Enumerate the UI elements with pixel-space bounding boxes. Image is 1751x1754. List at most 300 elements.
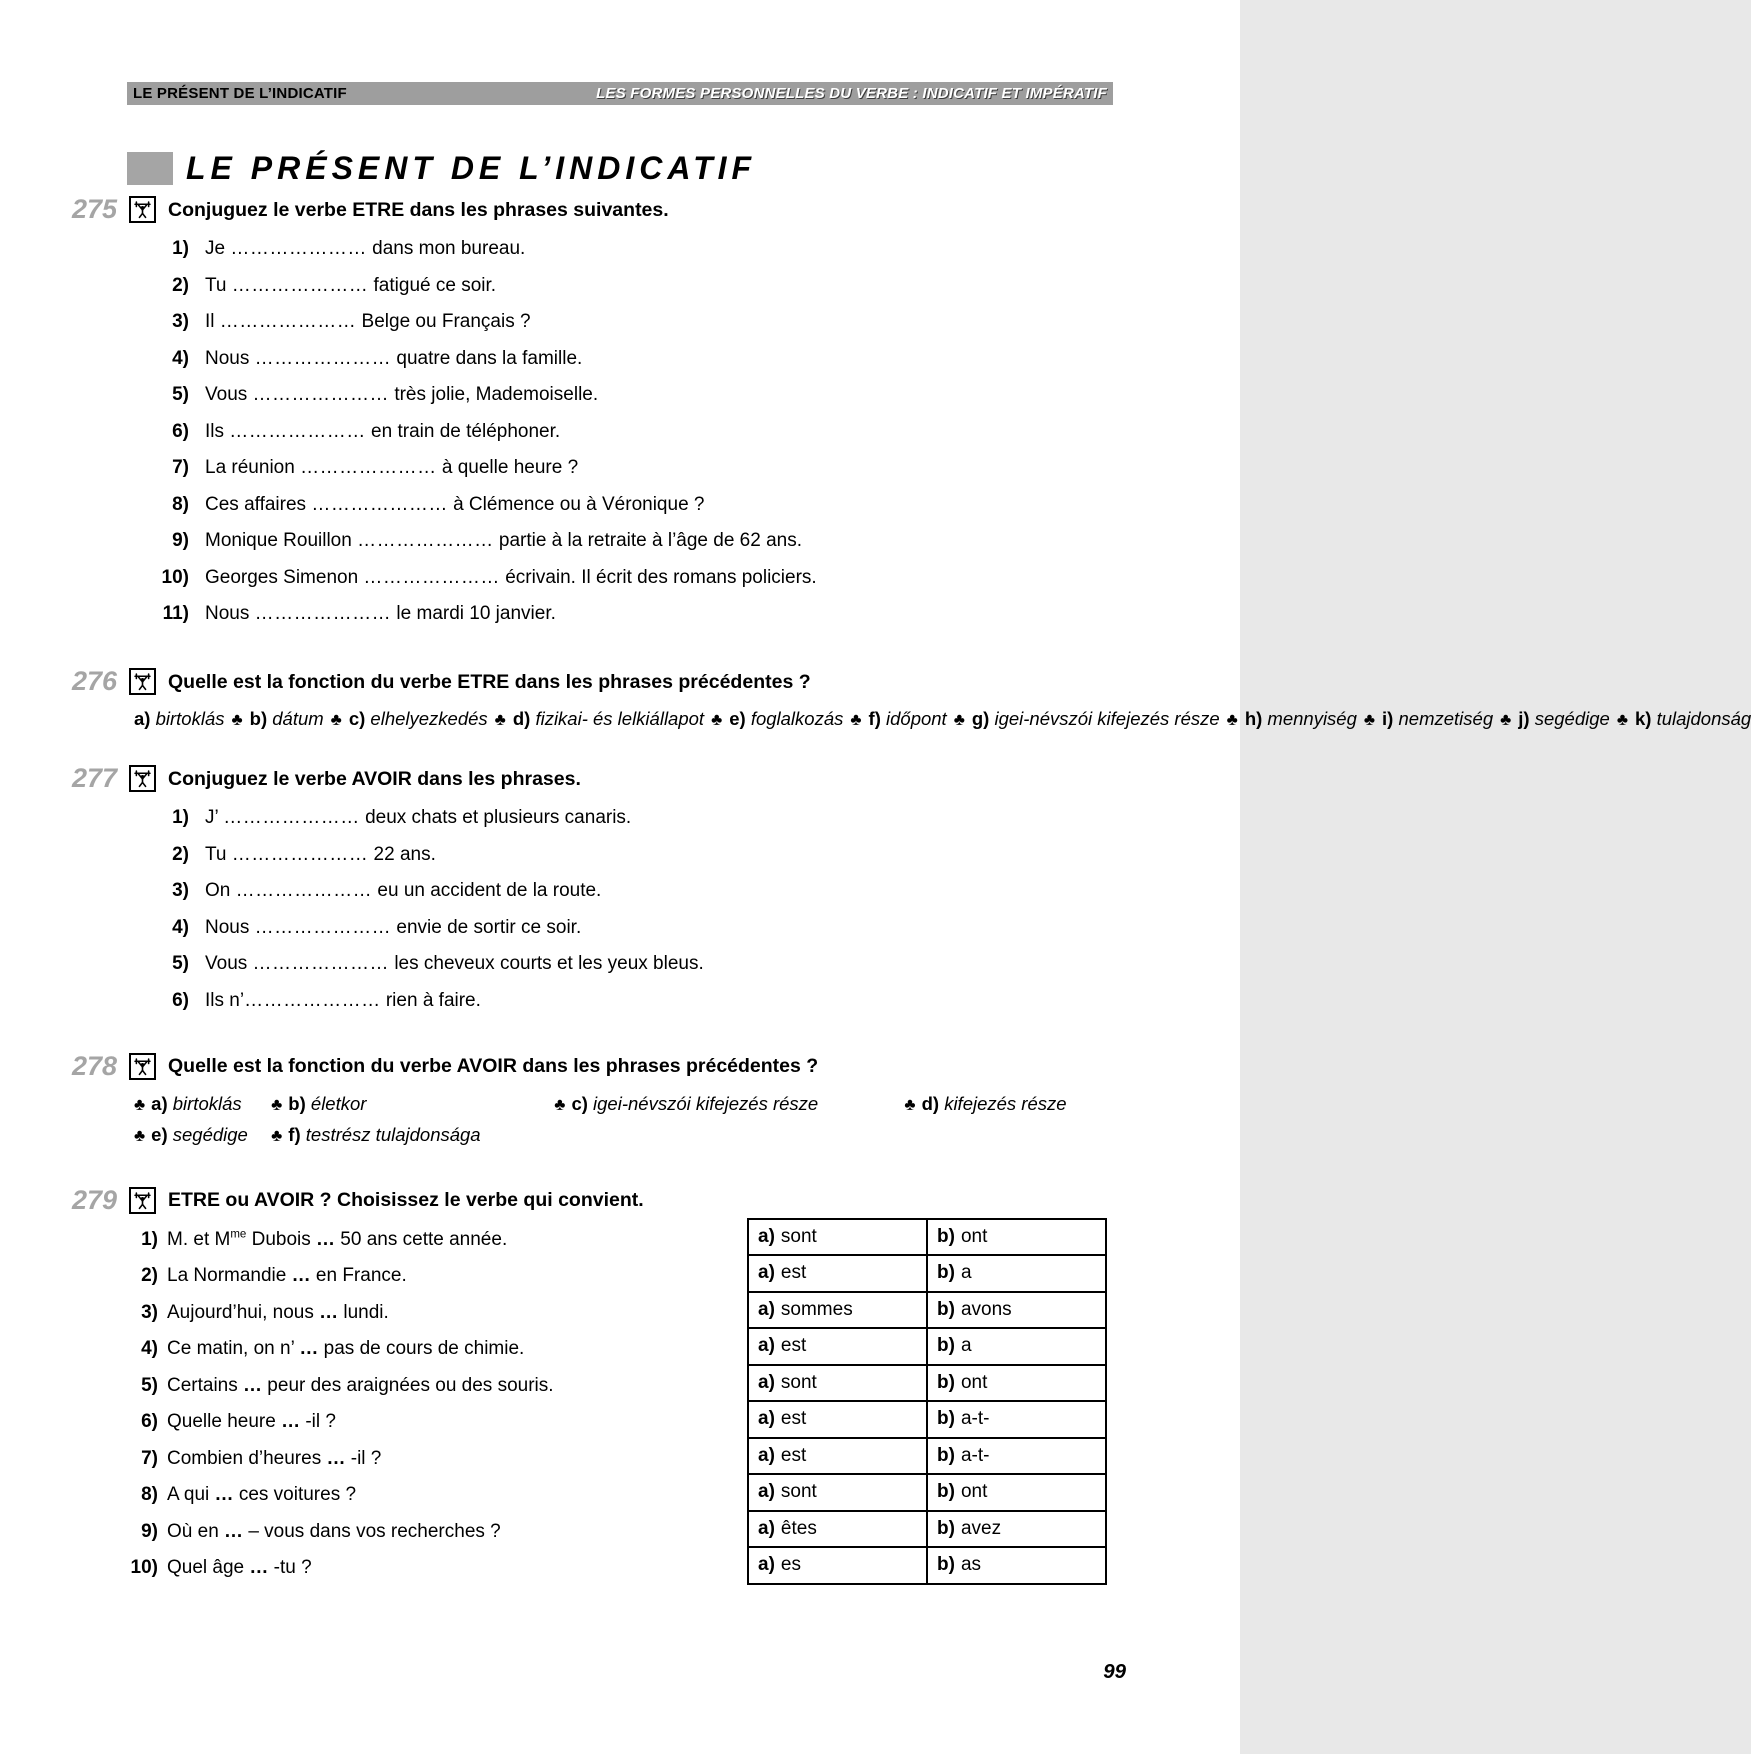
list-item bbox=[155, 495, 1113, 515]
exercise-number: 276 bbox=[71, 666, 117, 696]
choice-value: ont bbox=[960, 1371, 988, 1393]
table-row bbox=[748, 1292, 1106, 1329]
text-segment: Ils bbox=[205, 420, 230, 442]
item-text bbox=[167, 1266, 747, 1286]
list-item bbox=[155, 276, 1113, 296]
choice-letter: a) bbox=[758, 1298, 775, 1320]
superscript-text: me bbox=[230, 1228, 247, 1241]
club-icon: ♣ bbox=[850, 710, 862, 729]
option-letter: e) bbox=[151, 1123, 168, 1145]
exercise-275 bbox=[71, 194, 1113, 624]
list-item bbox=[155, 881, 1113, 901]
choice-value: a bbox=[960, 1335, 972, 1357]
choice-value: sommes bbox=[780, 1298, 853, 1320]
choice-cell-a bbox=[748, 1328, 927, 1365]
club-icon: ♣ bbox=[711, 710, 723, 729]
choice-letter: b) bbox=[937, 1554, 955, 1576]
item-number: 4) bbox=[172, 916, 189, 938]
choice-letter: b) bbox=[937, 1335, 955, 1357]
table-row bbox=[748, 1365, 1106, 1402]
table-row bbox=[748, 1547, 1106, 1584]
text-segment: Nous bbox=[205, 347, 255, 369]
exercise-body bbox=[127, 1214, 1113, 1595]
option-letter: e) bbox=[729, 708, 746, 729]
item-text bbox=[205, 881, 1113, 901]
item-number: 4) bbox=[141, 1338, 158, 1359]
blank-dots: ………………… bbox=[252, 953, 390, 974]
club-icon: ♣ bbox=[1616, 710, 1628, 729]
text-segment: dans mon bureau. bbox=[366, 238, 526, 259]
club-icon: ♣ bbox=[1363, 710, 1376, 729]
bold-ellipsis: … bbox=[319, 1301, 339, 1323]
text-segment: La réunion bbox=[205, 457, 301, 478]
list-item bbox=[155, 918, 1113, 938]
page-number: 99 bbox=[1103, 1660, 1126, 1683]
text-segment: à Clémence ou à Véronique ? bbox=[447, 493, 705, 515]
choice-cell-b bbox=[927, 1438, 1106, 1475]
exercise-header bbox=[65, 668, 1113, 695]
list-item bbox=[155, 239, 1113, 259]
option-label: elhelyezkedés bbox=[370, 708, 488, 729]
item-number: 10) bbox=[161, 566, 189, 588]
club-icon: ♣ bbox=[554, 1094, 566, 1114]
option-letter: c) bbox=[348, 708, 366, 729]
choice-letter: b) bbox=[937, 1408, 955, 1430]
item-text bbox=[167, 1230, 747, 1250]
bold-ellipsis: … bbox=[291, 1265, 311, 1286]
exercise-heading: Conjuguez le verbe AVOIR dans les phrases. bbox=[168, 767, 581, 790]
content bbox=[71, 140, 1751, 1595]
title-row bbox=[127, 150, 1113, 187]
club-icon: ♣ bbox=[953, 710, 965, 729]
text-segment: Nous bbox=[205, 916, 255, 938]
options-row bbox=[134, 704, 1751, 735]
option-letter: b) bbox=[249, 708, 268, 729]
blank-dots: ………………… bbox=[223, 807, 360, 828]
table-row bbox=[748, 1401, 1106, 1438]
text-segment: M. et M bbox=[167, 1228, 231, 1250]
option-d bbox=[904, 1089, 1066, 1120]
item-number: 8) bbox=[141, 1484, 158, 1505]
item-number: 1) bbox=[141, 1228, 158, 1250]
list-item bbox=[155, 845, 1113, 865]
choice-letter: b) bbox=[937, 1262, 955, 1284]
item-number: 1) bbox=[172, 238, 189, 259]
bold-ellipsis: … bbox=[249, 1557, 269, 1578]
text-segment: rien à faire. bbox=[380, 989, 481, 1011]
choice-letter: a) bbox=[758, 1371, 775, 1393]
choice-value: est bbox=[780, 1444, 807, 1466]
choice-cell-a bbox=[748, 1401, 927, 1438]
text-segment: pas de cours de chimie. bbox=[318, 1338, 525, 1359]
choice-value: avons bbox=[960, 1298, 1012, 1320]
text-segment: fatigué ce soir. bbox=[368, 274, 497, 296]
list-item bbox=[127, 1230, 747, 1250]
item-text bbox=[205, 276, 1113, 296]
club-icon: ♣ bbox=[494, 710, 506, 729]
exercises bbox=[71, 194, 1751, 1595]
text-segment: Georges Simenon bbox=[205, 566, 364, 588]
option-a bbox=[134, 1089, 266, 1120]
item-number: 5) bbox=[172, 384, 189, 405]
item-text bbox=[167, 1522, 747, 1542]
exercise-279 bbox=[71, 1184, 1113, 1595]
option-letter: f) bbox=[868, 708, 881, 729]
choice-letter: b) bbox=[937, 1481, 955, 1503]
text-segment: Dubois bbox=[246, 1228, 317, 1250]
item-text bbox=[205, 312, 1113, 332]
exercise-number: 279 bbox=[71, 1184, 117, 1215]
item-text bbox=[205, 422, 1113, 442]
bold-ellipsis: … bbox=[214, 1484, 234, 1505]
list-item bbox=[155, 531, 1113, 551]
choice-cell-b bbox=[927, 1474, 1106, 1511]
text-segment: La Normandie bbox=[167, 1265, 292, 1286]
text-segment: 22 ans. bbox=[368, 843, 436, 865]
list-item bbox=[127, 1303, 747, 1323]
choice-letter: b) bbox=[937, 1298, 955, 1320]
choice-letter: b) bbox=[937, 1517, 955, 1539]
option-label: igei-névszói kifejezés része bbox=[994, 708, 1220, 729]
bold-ellipsis: … bbox=[281, 1411, 301, 1432]
item-text bbox=[167, 1449, 747, 1469]
text-segment: Monique Rouillon bbox=[205, 530, 358, 551]
text-segment: les cheveux courts et les yeux bleus. bbox=[389, 953, 704, 974]
option-b bbox=[250, 708, 324, 729]
header-bar bbox=[127, 82, 1113, 105]
item-number: 2) bbox=[172, 274, 189, 296]
title-square-decoration bbox=[127, 152, 173, 185]
text-segment: Ce matin, on n’ bbox=[167, 1338, 300, 1359]
club-icon: ♣ bbox=[1226, 710, 1238, 729]
choice-letter: a) bbox=[758, 1481, 775, 1503]
choice-letter: a) bbox=[758, 1225, 775, 1247]
bold-ellipsis: … bbox=[243, 1374, 263, 1396]
choice-cell-b bbox=[927, 1328, 1106, 1365]
blank-dots: ………………… bbox=[363, 566, 500, 588]
item-number: 3) bbox=[172, 311, 189, 332]
choice-value: sont bbox=[780, 1225, 817, 1247]
text-segment: Vous bbox=[205, 384, 253, 405]
item-number: 7) bbox=[172, 457, 189, 478]
list-item bbox=[155, 808, 1113, 828]
text-segment: envie de sortir ce soir. bbox=[391, 916, 582, 938]
option-label: tulajdonság bbox=[1656, 708, 1751, 729]
option-letter: g) bbox=[971, 708, 990, 729]
choice-value: ont bbox=[960, 1225, 988, 1247]
weightlifter-icon bbox=[129, 668, 156, 695]
running-head-right: LES FORMES PERSONNELLES DU VERBE : INDICATIF ET IMPÉRATIF bbox=[596, 85, 1107, 102]
option-label: kifejezés része bbox=[944, 1092, 1067, 1114]
table-row bbox=[748, 1438, 1106, 1475]
exercise-number: 278 bbox=[71, 1050, 117, 1081]
item-text bbox=[167, 1558, 747, 1578]
option-label: birtoklás bbox=[172, 1092, 242, 1114]
option-a bbox=[134, 708, 224, 729]
exercise-278 bbox=[71, 1050, 1113, 1151]
list-item bbox=[127, 1412, 747, 1432]
exercise-number: 275 bbox=[71, 194, 117, 224]
exercise-heading: Quelle est la fonction du verbe AVOIR dans les phrases précédentes ? bbox=[168, 1055, 819, 1077]
item-text bbox=[167, 1485, 747, 1505]
running-head-left: LE PRÉSENT DE L’INDICATIF bbox=[133, 85, 347, 102]
weightlifter-icon bbox=[129, 1187, 156, 1214]
choice-letter: a) bbox=[758, 1262, 775, 1284]
blank-dots: ………………… bbox=[254, 916, 392, 938]
choice-cell-a bbox=[748, 1255, 927, 1292]
text-segment: Il bbox=[205, 311, 220, 332]
choice-value: est bbox=[780, 1262, 807, 1284]
blank-dots: ………………… bbox=[231, 274, 369, 296]
option-letter: b) bbox=[288, 1092, 306, 1114]
option-letter: j) bbox=[1518, 708, 1530, 729]
item-number: 9) bbox=[141, 1520, 158, 1542]
option-h bbox=[1245, 708, 1357, 729]
option-f bbox=[271, 1120, 480, 1151]
text-segment: -tu ? bbox=[268, 1557, 312, 1578]
bold-ellipsis: … bbox=[326, 1447, 346, 1469]
option-c bbox=[349, 708, 488, 729]
answer-choice-table bbox=[747, 1218, 1107, 1585]
option-label: segédige bbox=[1534, 708, 1610, 729]
text-segment: 50 ans cette année. bbox=[335, 1228, 508, 1250]
list-item bbox=[155, 604, 1113, 624]
exercise-header bbox=[65, 765, 1113, 792]
option-letter: c) bbox=[571, 1092, 588, 1114]
weightlifter-icon bbox=[129, 1053, 156, 1080]
list-item bbox=[127, 1376, 747, 1396]
item-text bbox=[205, 808, 1113, 828]
text-segment: très jolie, Mademoiselle. bbox=[389, 384, 599, 405]
option-label: életkor bbox=[310, 1092, 367, 1114]
text-segment: Certains bbox=[167, 1374, 244, 1396]
item-text bbox=[205, 845, 1113, 865]
option-letter: d) bbox=[512, 708, 531, 729]
blank-dots: ………………… bbox=[229, 420, 366, 442]
choice-letter: a) bbox=[758, 1444, 775, 1466]
choice-cell-b bbox=[927, 1292, 1106, 1329]
item-number: 7) bbox=[141, 1447, 158, 1469]
choice-cell-a bbox=[748, 1511, 927, 1548]
option-label: mennyiség bbox=[1267, 708, 1357, 729]
option-label: segédige bbox=[172, 1123, 248, 1145]
option-label: dátum bbox=[272, 708, 324, 729]
bold-ellipsis: … bbox=[316, 1228, 336, 1250]
club-icon: ♣ bbox=[1500, 710, 1512, 729]
choice-value: sont bbox=[780, 1481, 817, 1503]
list-item bbox=[155, 458, 1113, 478]
item-text bbox=[167, 1412, 747, 1432]
text-segment: lundi. bbox=[338, 1301, 389, 1323]
choice-cell-a bbox=[748, 1219, 927, 1256]
choice-letter: a) bbox=[758, 1408, 775, 1430]
option-d bbox=[513, 708, 704, 729]
choice-letter: a) bbox=[758, 1335, 775, 1357]
list-item bbox=[127, 1449, 747, 1469]
exercise-277 bbox=[71, 763, 1113, 1011]
text-segment: eu un accident de la route. bbox=[372, 880, 602, 901]
choice-value: sont bbox=[780, 1371, 817, 1393]
text-segment: Aujourd’hui, nous bbox=[167, 1301, 320, 1323]
blank-dots: ………………… bbox=[219, 311, 357, 332]
table-row bbox=[748, 1328, 1106, 1365]
text-segment: Où en bbox=[167, 1520, 225, 1542]
item-text bbox=[205, 458, 1113, 478]
text-segment: le mardi 10 janvier. bbox=[391, 603, 556, 624]
choice-letter: b) bbox=[937, 1371, 955, 1393]
list-item bbox=[127, 1522, 747, 1542]
club-icon: ♣ bbox=[904, 1094, 916, 1114]
choice-value: est bbox=[780, 1335, 807, 1357]
table-row bbox=[748, 1219, 1106, 1256]
bold-ellipsis: … bbox=[224, 1520, 244, 1542]
text-segment: partie à la retraite à l’âge de 62 ans. bbox=[493, 530, 803, 551]
choice-cell-a bbox=[748, 1292, 927, 1329]
item-number: 2) bbox=[141, 1265, 158, 1286]
blank-dots: ………………… bbox=[231, 843, 369, 865]
table-row bbox=[748, 1255, 1106, 1292]
exercise-header bbox=[65, 196, 1113, 223]
item-number: 11) bbox=[162, 603, 189, 624]
list-item bbox=[127, 1266, 747, 1286]
text-segment: Quelle heure bbox=[167, 1411, 282, 1432]
weightlifter-icon bbox=[129, 196, 156, 223]
list-item bbox=[127, 1485, 747, 1505]
text-segment: Vous bbox=[205, 953, 253, 974]
list-item bbox=[155, 568, 1113, 588]
item-text bbox=[167, 1339, 747, 1359]
item-text bbox=[205, 349, 1113, 369]
option-letter: i) bbox=[1382, 708, 1394, 729]
blank-dots: ………………… bbox=[357, 530, 494, 551]
option-i bbox=[1382, 708, 1493, 729]
exercise-heading: Quelle est la fonction du verbe ETRE dans les phrases précédentes ? bbox=[168, 670, 811, 693]
option-g bbox=[972, 708, 1220, 729]
weightlifter-icon bbox=[129, 765, 156, 792]
option-letter: h) bbox=[1244, 708, 1263, 729]
bold-ellipsis: … bbox=[299, 1338, 319, 1359]
item-text bbox=[205, 385, 1113, 405]
table-row bbox=[748, 1474, 1106, 1511]
blank-dots: ………………… bbox=[254, 603, 392, 624]
text-segment: Ils n’ bbox=[205, 989, 245, 1011]
text-segment: – vous dans vos recherches ? bbox=[243, 1520, 501, 1542]
item-number: 10) bbox=[130, 1557, 158, 1578]
choice-value: est bbox=[780, 1408, 807, 1430]
item-number: 9) bbox=[172, 530, 189, 551]
item-number: 5) bbox=[141, 1374, 158, 1396]
option-c bbox=[554, 1089, 899, 1120]
choice-letter: b) bbox=[937, 1225, 955, 1247]
item-text bbox=[205, 495, 1113, 515]
club-icon: ♣ bbox=[134, 1125, 146, 1145]
club-icon: ♣ bbox=[271, 1125, 283, 1145]
option-label: fizikai- és lelkiállapot bbox=[535, 708, 705, 729]
option-b bbox=[271, 1089, 549, 1120]
option-letter: a) bbox=[151, 1092, 168, 1114]
club-icon: ♣ bbox=[330, 710, 342, 729]
choice-cell-b bbox=[927, 1401, 1106, 1438]
options-row bbox=[134, 1089, 1113, 1151]
list-item bbox=[155, 385, 1113, 405]
item-number: 4) bbox=[172, 347, 189, 369]
choice-letter: b) bbox=[937, 1444, 955, 1466]
exercise-number: 277 bbox=[71, 763, 117, 793]
choice-cell-b bbox=[927, 1255, 1106, 1292]
exercise-header bbox=[65, 1050, 1113, 1081]
text-segment: peur des araignées ou des souris. bbox=[262, 1374, 554, 1396]
blank-dots: ………………… bbox=[300, 457, 437, 478]
text-segment: quatre dans la famille. bbox=[391, 347, 583, 369]
choice-cell-a bbox=[748, 1547, 927, 1584]
list-item bbox=[127, 1339, 747, 1359]
choice-cell-b bbox=[927, 1511, 1106, 1548]
list-item bbox=[155, 312, 1113, 332]
item-number: 2) bbox=[172, 843, 189, 865]
choice-value: a-t- bbox=[960, 1444, 990, 1466]
item-number: 5) bbox=[172, 953, 189, 974]
text-segment: ces voitures ? bbox=[233, 1484, 357, 1505]
blank-dots: ………………… bbox=[252, 384, 390, 405]
choice-cell-a bbox=[748, 1438, 927, 1475]
choice-value: êtes bbox=[780, 1517, 817, 1539]
exercise-heading: ETRE ou AVOIR ? Choisissez le verbe qui convient. bbox=[168, 1189, 644, 1211]
page-title: LE PRÉSENT DE L’INDICATIF bbox=[186, 150, 757, 186]
list-item bbox=[127, 1558, 747, 1578]
club-icon: ♣ bbox=[231, 710, 243, 729]
blank-dots: ………………… bbox=[230, 238, 367, 259]
option-label: testrész tulajdonsága bbox=[305, 1123, 481, 1145]
option-label: foglalkozás bbox=[750, 708, 844, 729]
item-number: 6) bbox=[141, 1411, 158, 1432]
item-number: 3) bbox=[172, 880, 189, 901]
exercise-items bbox=[127, 1230, 747, 1579]
choice-cell-b bbox=[927, 1547, 1106, 1584]
text-segment: Tu bbox=[205, 843, 232, 865]
text-segment: Combien d’heures bbox=[167, 1447, 327, 1469]
option-label: birtoklás bbox=[155, 708, 225, 729]
text-segment: -il ? bbox=[345, 1447, 382, 1469]
option-label: nemzetiség bbox=[1398, 708, 1494, 729]
text-segment: -il ? bbox=[300, 1411, 336, 1432]
text-segment: à quelle heure ? bbox=[436, 457, 579, 478]
option-j bbox=[1518, 708, 1610, 729]
item-text bbox=[167, 1376, 747, 1396]
exercise-items-column bbox=[127, 1214, 747, 1595]
text-segment: Quel âge bbox=[167, 1557, 250, 1578]
text-segment: Tu bbox=[205, 274, 232, 296]
choice-value: avez bbox=[960, 1517, 1002, 1539]
list-item bbox=[155, 422, 1113, 442]
choice-value: es bbox=[780, 1554, 801, 1576]
item-text bbox=[205, 568, 1113, 588]
item-number: 6) bbox=[172, 420, 189, 442]
text-segment: deux chats et plusieurs canaris. bbox=[359, 807, 632, 828]
option-e bbox=[134, 1120, 266, 1151]
choice-letter: a) bbox=[758, 1517, 775, 1539]
exercise-items bbox=[155, 808, 1113, 1011]
blank-dots: ………………… bbox=[311, 493, 448, 515]
option-letter: k) bbox=[1634, 708, 1652, 729]
text-segment: On bbox=[205, 880, 236, 901]
text-segment: en train de téléphoner. bbox=[365, 420, 561, 442]
choice-cell-a bbox=[748, 1365, 927, 1402]
item-text bbox=[205, 954, 1113, 974]
option-e bbox=[729, 708, 843, 729]
item-text bbox=[205, 239, 1113, 259]
option-k bbox=[1635, 708, 1751, 729]
option-letter: d) bbox=[921, 1092, 940, 1114]
